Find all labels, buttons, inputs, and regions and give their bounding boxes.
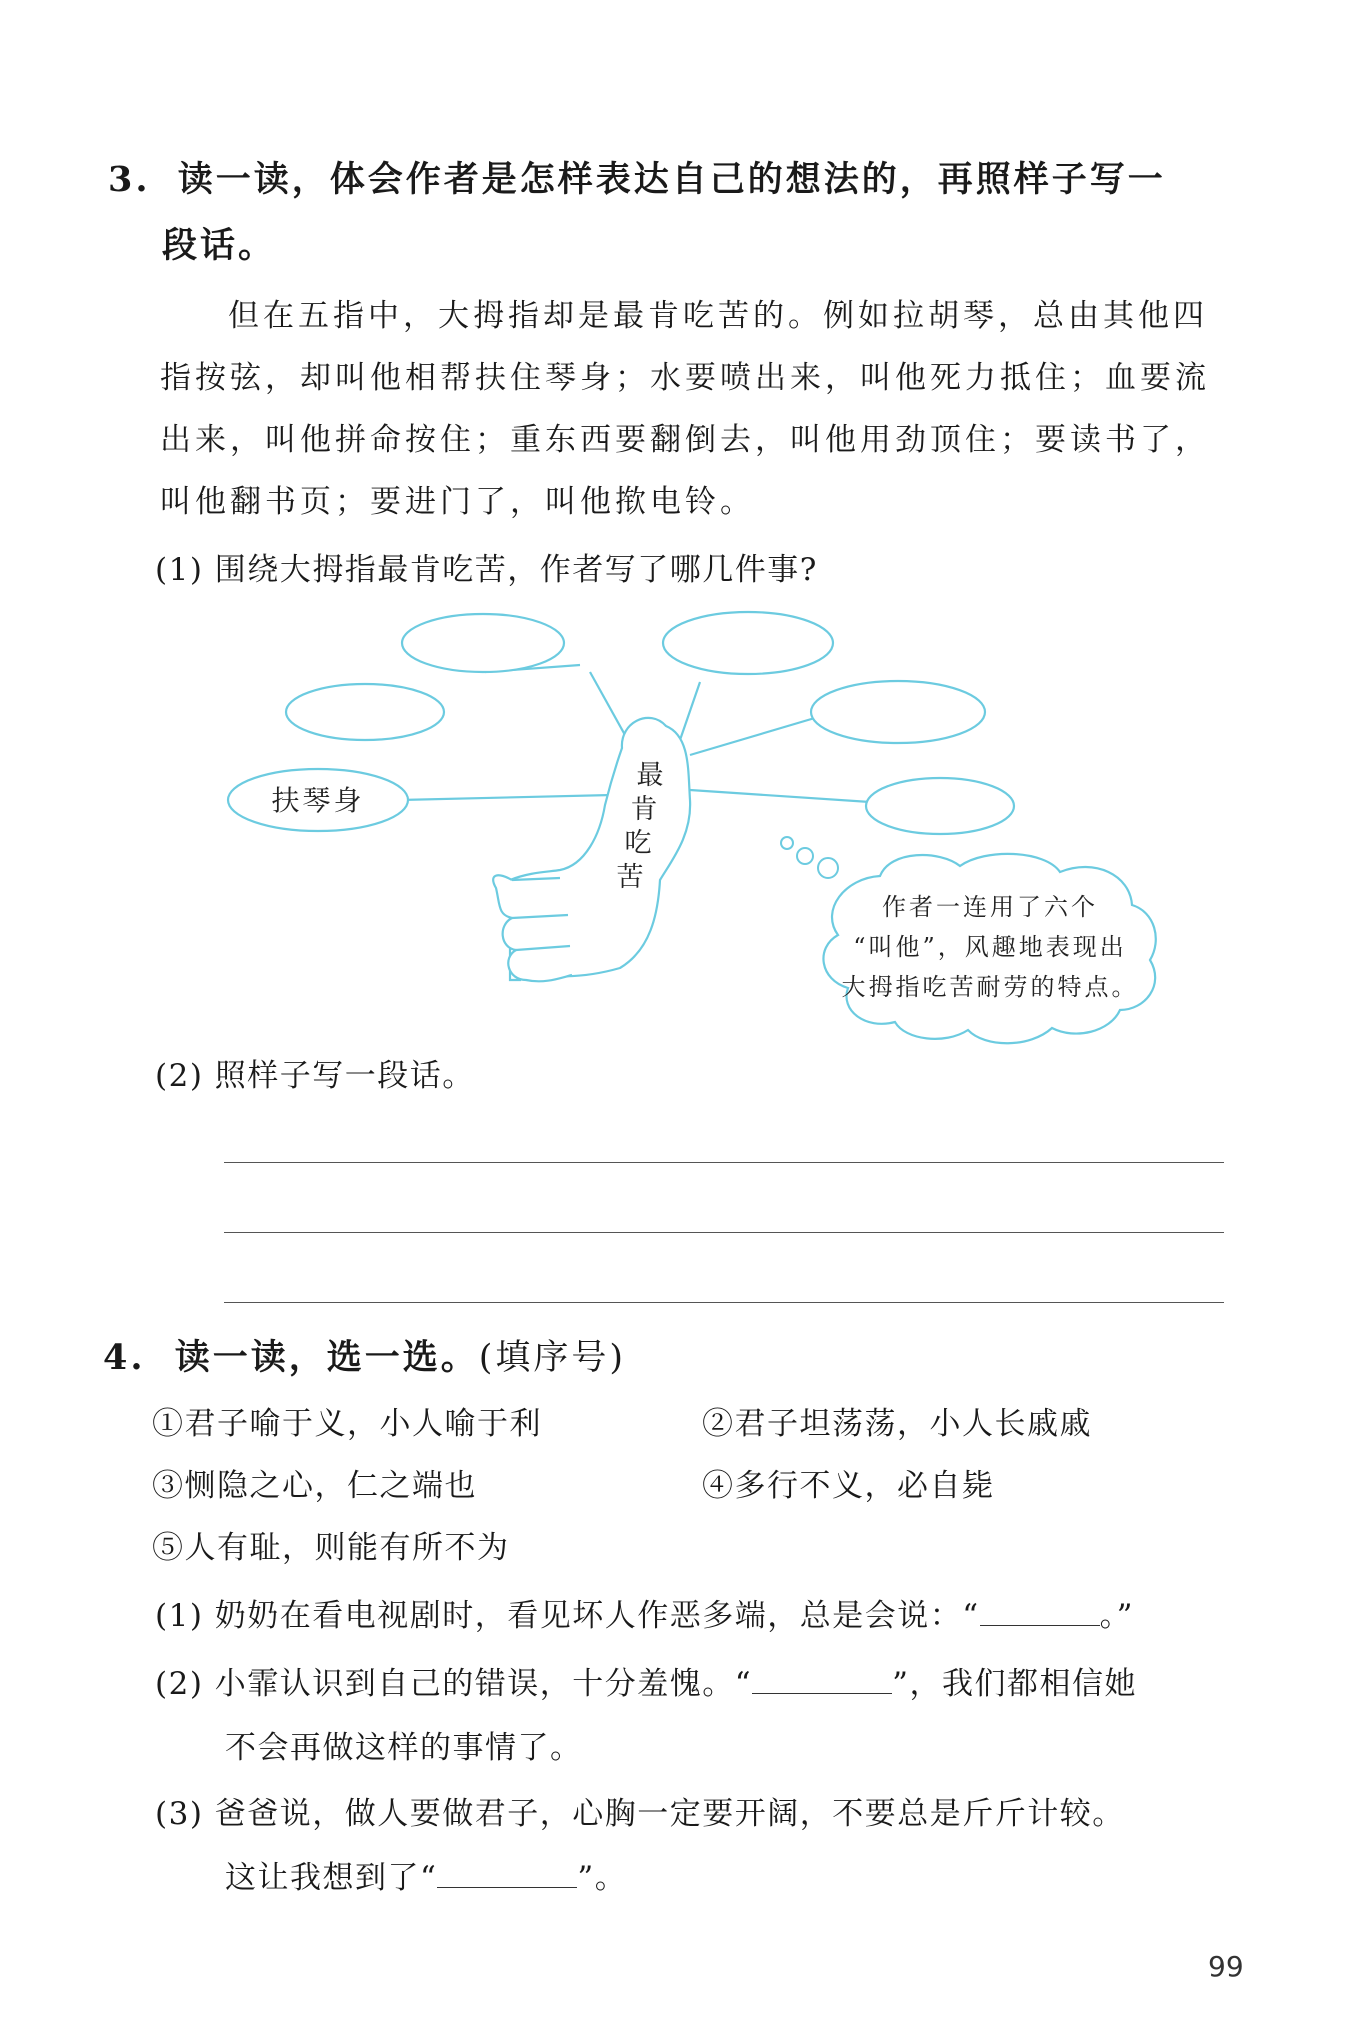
writing-line-3[interactable]: [224, 1302, 1224, 1303]
cloud-line-2: “叫他”，风趣地表现出: [853, 933, 1127, 961]
answer-bubble-3: [286, 684, 444, 740]
option-3: ③恻隐之心，仁之端也: [152, 1468, 477, 1504]
cloud-line-3: 大拇指吃苦耐劳的特点。: [841, 973, 1139, 1001]
thumb-label-char-1: 最: [636, 760, 664, 791]
q3-subquestion-1: (1) 围绕大拇指最肯吃苦，作者写了哪几件事?: [155, 552, 818, 588]
answer-blank-1[interactable]: [980, 1594, 1100, 1626]
q3-passage-line-2: 指按弦，却叫他相帮扶住琴身；水要喷出来，叫他死力抵住；血要流: [160, 360, 1210, 396]
connector-line: [690, 790, 870, 802]
q3-title-cont: 段话。: [162, 225, 277, 266]
q3-subquestion-2: (2) 照样子写一段话。: [155, 1058, 475, 1094]
option-5: ⑤人有耻，则能有所不为: [152, 1530, 510, 1566]
q3-passage-line-4: 叫他翻书页；要进门了，叫他揿电铃。: [160, 484, 755, 520]
thumb-label-char-3: 吃: [624, 828, 652, 859]
page-number: 99: [1208, 1950, 1244, 1983]
thumb-label-char-4: 苦: [616, 862, 644, 893]
q3-passage-line-3: 出来，叫他拼命按住；重东西要翻倒去，叫他用劲顶住；要读书了，: [160, 422, 1210, 458]
q4-number: 4.: [103, 1337, 146, 1378]
option-1: ①君子喻于义，小人喻于利: [152, 1406, 542, 1442]
q3-passage-line-1: 但在五指中，大拇指却是最肯吃苦的。例如拉胡琴，总由其他四: [228, 298, 1208, 334]
connector-line: [400, 795, 612, 800]
q4-question-2: (2) 小霏认识到自己的错误，十分羞愧。“ ”，我们都相信她: [155, 1658, 1137, 1703]
writing-line-2[interactable]: [224, 1232, 1224, 1233]
option-2: ②君子坦荡荡，小人长戚戚: [702, 1406, 1092, 1442]
example-bubble-label: 扶琴身: [271, 784, 365, 817]
answer-bubble-5: [866, 778, 1014, 834]
q4-title: 读一读，选一选。: [174, 1337, 479, 1378]
answer-bubble-1: [402, 614, 564, 672]
q4-title-suffix: (填序号): [478, 1338, 627, 1378]
option-4: ④多行不义，必自毙: [702, 1468, 995, 1504]
q4-question-1: (1) 奶奶在看电视剧时，看见坏人作恶多端，总是会说：“ 。”: [155, 1590, 1134, 1635]
q4-question-3-cont: 这让我想到了“ ”。: [225, 1852, 627, 1897]
answer-bubble-4: [811, 681, 985, 743]
thumb-label-char-2: 肯: [630, 794, 658, 825]
q3-title: 读一读，体会作者是怎样表达自己的想法的，再照样子写一: [177, 159, 1166, 200]
q3-number: 3.: [108, 159, 151, 200]
answer-bubble-2: [663, 612, 833, 674]
writing-line-1[interactable]: [224, 1162, 1224, 1163]
connector-line: [680, 682, 700, 740]
q4-question-3: (3) 爸爸说，做人要做君子，心胸一定要开阔，不要总是斤斤计较。: [155, 1796, 1125, 1832]
answer-blank-3[interactable]: [437, 1856, 577, 1888]
q4-question-2-cont: 不会再做这样的事情了。: [225, 1730, 583, 1766]
cloud-line-1: 作者一连用了六个: [882, 893, 1098, 921]
answer-blank-2[interactable]: [752, 1662, 892, 1694]
